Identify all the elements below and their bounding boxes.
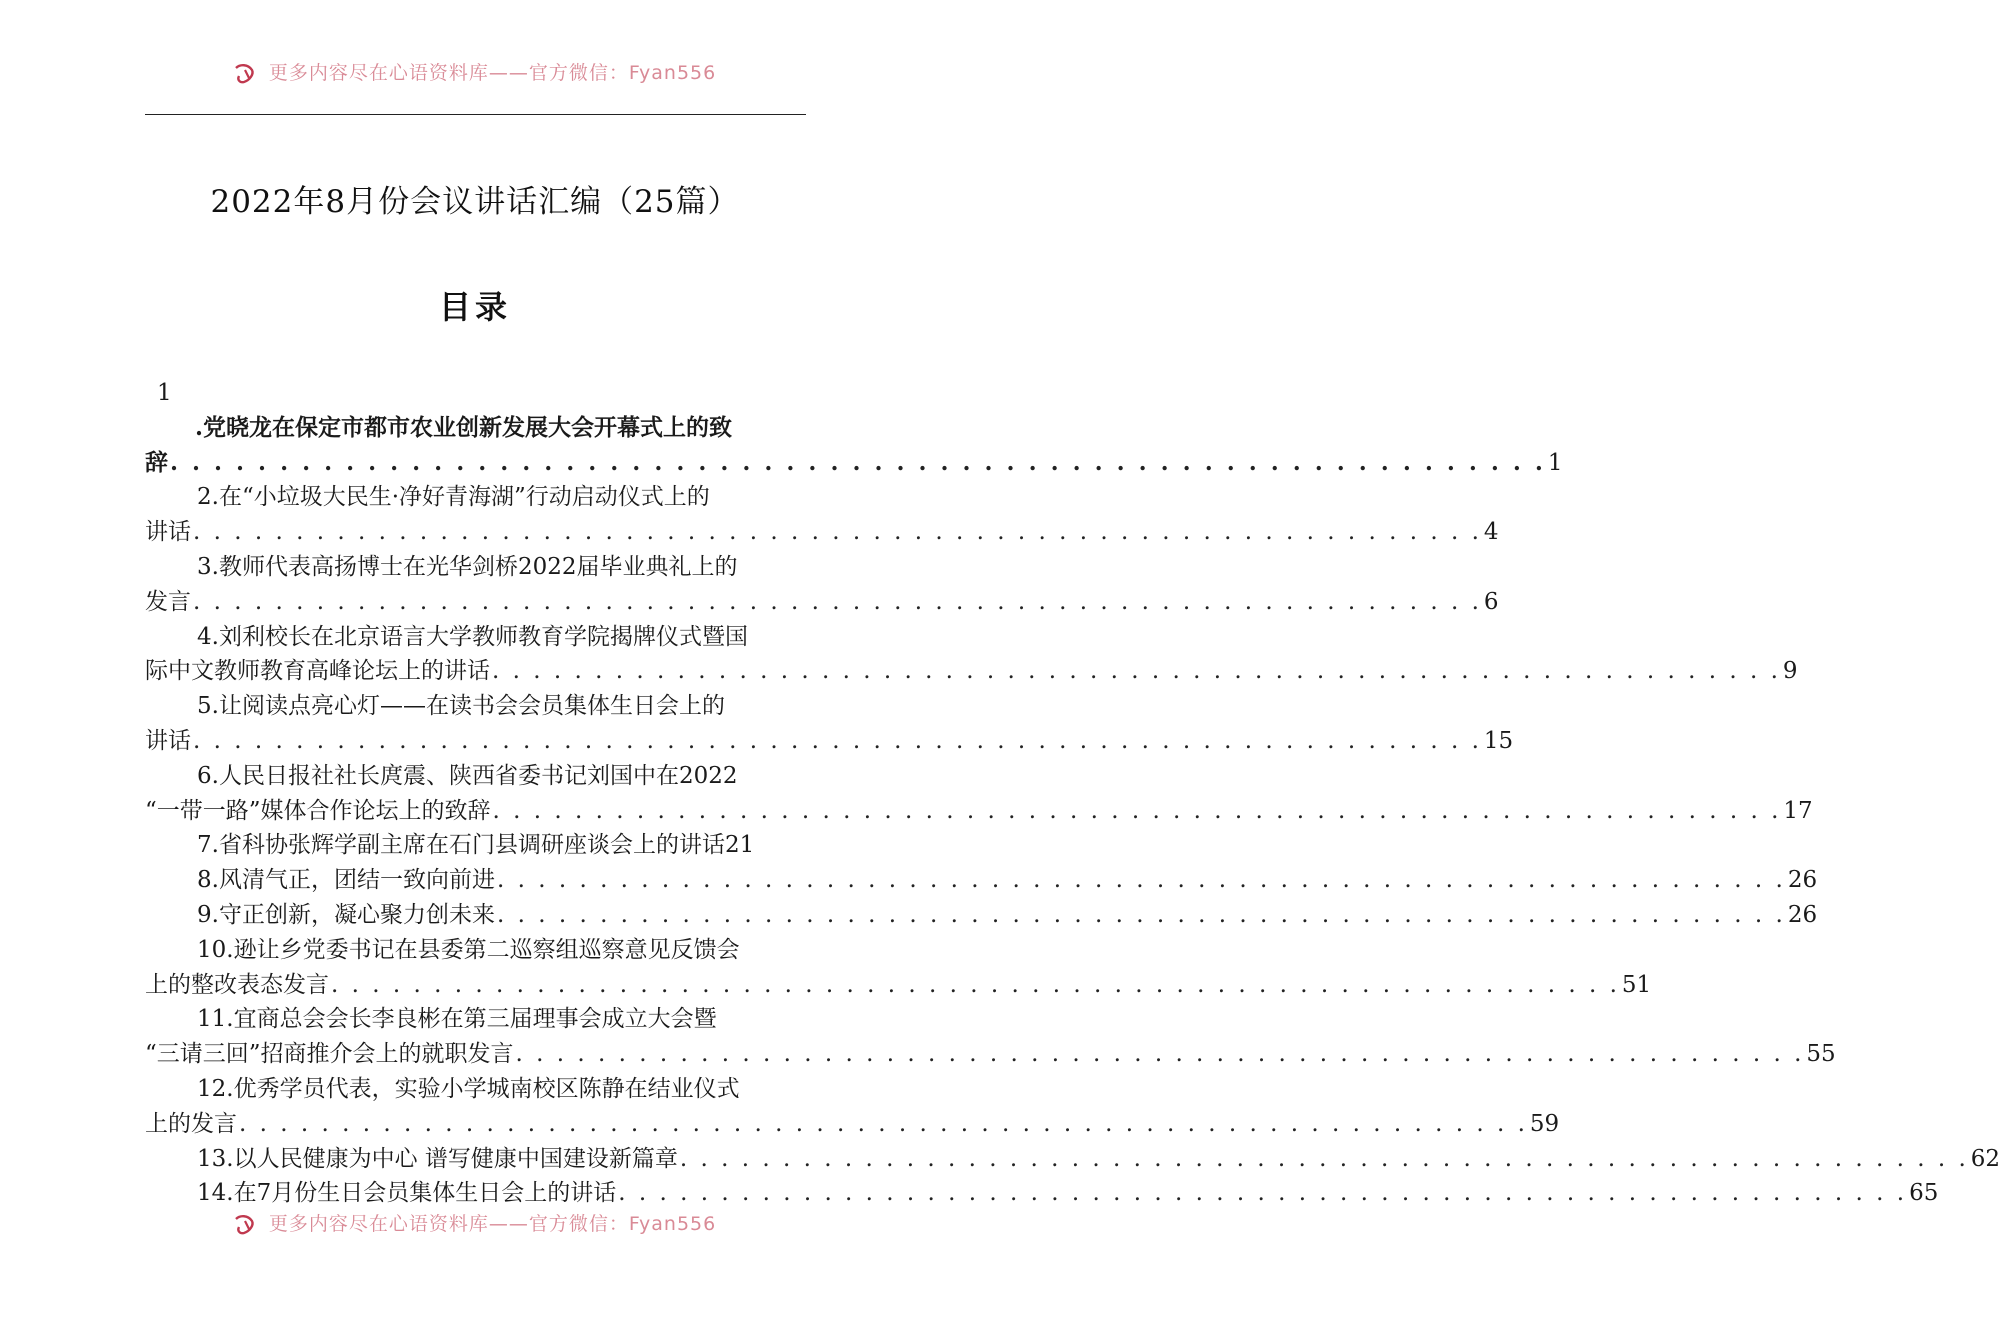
toc-page-number: 51 (1621, 971, 1652, 998)
toc-heading: 目录 (438, 288, 511, 326)
footer-watermark (0, 1211, 950, 1233)
toc-entry-7[interactable]: 7.省科协张辉学副主席在石门县调研座谈会上的讲话 21 (145, 828, 806, 863)
toc-entry-12-leader[interactable]: 上的发言 . . . . . . . . . . . . . . . . . . . . . . . . . . . . . . . . . . . . . . . . . . . . . . . . . . . . . . . . . . . . . . . 59 (145, 1107, 806, 1142)
toc-entry-11-title[interactable]: 11.宜商总会会长李良彬在第三届理事会成立大会暨 (197, 1006, 717, 1033)
toc-page-number: 9 (1782, 658, 1798, 685)
toc-page-number: 1 (1547, 449, 1563, 476)
watermark-text: 更多内容尽在心语资料库——官方微信：Fyan556 (268, 1213, 717, 1235)
toc-page-number: 21 (724, 832, 755, 859)
toc-page-number: 26 (1787, 901, 1818, 928)
header-divider (145, 114, 806, 115)
toc-entry-14[interactable]: 14.在7月份生日会员集体生日会上的讲话 . . . . . . . . . . . . . . . . . . . . . . . . . . . . . . . . . . . . . . . . . . . . . . . . . . . . . . . . . . . . . . . 65 (145, 1176, 806, 1211)
toc-entry-11-leader[interactable]: “三请三回”招商推介会上的就职发言 . . . . . . . . . . . . . . . . . . . . . . . . . . . . . . . . . . . . . . . . . . . . . . . . . . . . . . . . . . . . . . . 55 (145, 1037, 806, 1072)
toc-page-number: 17 (1783, 797, 1813, 824)
toc-entry-1-number: 1 (157, 380, 172, 406)
toc-entry-10-leader[interactable]: 上的整改表态发言 . . . . . . . . . . . . . . . . . . . . . . . . . . . . . . . . . . . . . . . . . . . . . . . . . . . . . . . . . . . . . . . 51 (145, 968, 806, 1003)
toc-entry-3-leader[interactable]: 发言 . . . . . . . . . . . . . . . . . . . . . . . . . . . . . . . . . . . . . . . . . . . . . . . . . . . . . . . . . . . . . . . 6 (145, 585, 806, 620)
toc-page-number: 62 (1970, 1145, 2000, 1172)
toc-page-number: 26 (1787, 867, 1818, 894)
toc-page-number: 4 (1483, 519, 1499, 546)
toc-entry-2-title[interactable]: 2.在“小垃圾大民生·净好青海湖”行动启动仪式上的 (197, 484, 710, 511)
toc-entry-6-leader[interactable]: “一带一路”媒体合作论坛上的致辞 . . . . . . . . . . . . . . . . . . . . . . . . . . . . . . . . . . . . . . . . . . . . . . . . . . . . . . . . . . . . . . . 17 (145, 794, 806, 829)
header-watermark (0, 60, 950, 82)
toc-entry-9[interactable]: 9.守正创新，凝心聚力创未来 . . . . . . . . . . . . . . . . . . . . . . . . . . . . . . . . . . . . . . . . . . . . . . . . . . . . . . . . . . . . . . . 26 (145, 898, 806, 933)
toc-entry-13[interactable]: 13.以人民健康为中心 谱写健康中国建设新篇章 . . . . . . . . . . . . . . . . . . . . . . . . . . . . . . . . . . . . . . . . . . . . . . . . . . . . . . . . . . . . . . . 62 (145, 1142, 806, 1177)
toc-entry-5-title[interactable]: 5.让阅读点亮心灯——在读书会会员集体生日会上的 (197, 693, 725, 720)
toc-entry-5-leader[interactable]: 讲话 . . . . . . . . . . . . . . . . . . . . . . . . . . . . . . . . . . . . . . . . . . . . . . . . . . . . . . . . . . . . . . . 15 (145, 724, 806, 759)
toc-page-number: 55 (1806, 1041, 1836, 1068)
toc-entry-10-title[interactable]: 10.逊让乡党委书记在县委第二巡察组巡察意见反馈会 (197, 936, 740, 963)
toc-page-number: 59 (1529, 1110, 1560, 1137)
toc-entry-6-title[interactable]: 6.人民日报社社长庹震、陕西省委书记刘国中在2022 (197, 762, 738, 789)
toc-entry-4-title[interactable]: 4.刘利校长在北京语言大学教师教育学院揭牌仪式暨国 (197, 623, 748, 650)
toc-entry-2-leader[interactable]: 讲话 . . . . . . . . . . . . . . . . . . . . . . . . . . . . . . . . . . . . . . . . . . . . . . . . . . . . . . . . . . . . . . . 4 (145, 515, 806, 550)
brand-logo-icon (234, 64, 256, 84)
document-title: 2022年8月份会议讲话汇编（25篇） (210, 184, 740, 220)
toc-entry-1-title[interactable]: .党晓龙在保定市都市农业创新发展大会开幕式上的致 (195, 413, 733, 441)
toc-page-number: 6 (1483, 588, 1499, 615)
toc-entry-12-title[interactable]: 12.优秀学员代表，实验小学城南校区陈静在结业仪式 (197, 1075, 740, 1102)
toc-page-number: 15 (1483, 727, 1514, 754)
brand-logo-icon (234, 1215, 256, 1235)
toc-entry-1-leader[interactable]: 辞 . . . . . . . . . . . . . . . . . . . . . . . . . . . . . . . . . . . . . . . . . . . . . . . . . . . . . . . . . . . . . . . 1 (145, 446, 806, 481)
toc-entry-8[interactable]: 8.风清气正，团结一致向前进 . . . . . . . . . . . . . . . . . . . . . . . . . . . . . . . . . . . . . . . . . . . . . . . . . . . . . . . . . . . . . . . 26 (145, 863, 806, 898)
toc-page-number: 65 (1909, 1180, 1939, 1207)
toc-entry-4-leader[interactable]: 际中文教师教育高峰论坛上的讲话 . . . . . . . . . . . . . . . . . . . . . . . . . . . . . . . . . . . . . . . . . . . . . . . . . . . . . . . . . . . . . . . 9 (145, 654, 806, 689)
table-of-contents (145, 376, 2000, 1211)
watermark-text: 更多内容尽在心语资料库——官方微信：Fyan556 (268, 62, 717, 84)
toc-entry-3-title[interactable]: 3.教师代表高扬博士在光华剑桥2022届毕业典礼上的 (197, 553, 738, 580)
